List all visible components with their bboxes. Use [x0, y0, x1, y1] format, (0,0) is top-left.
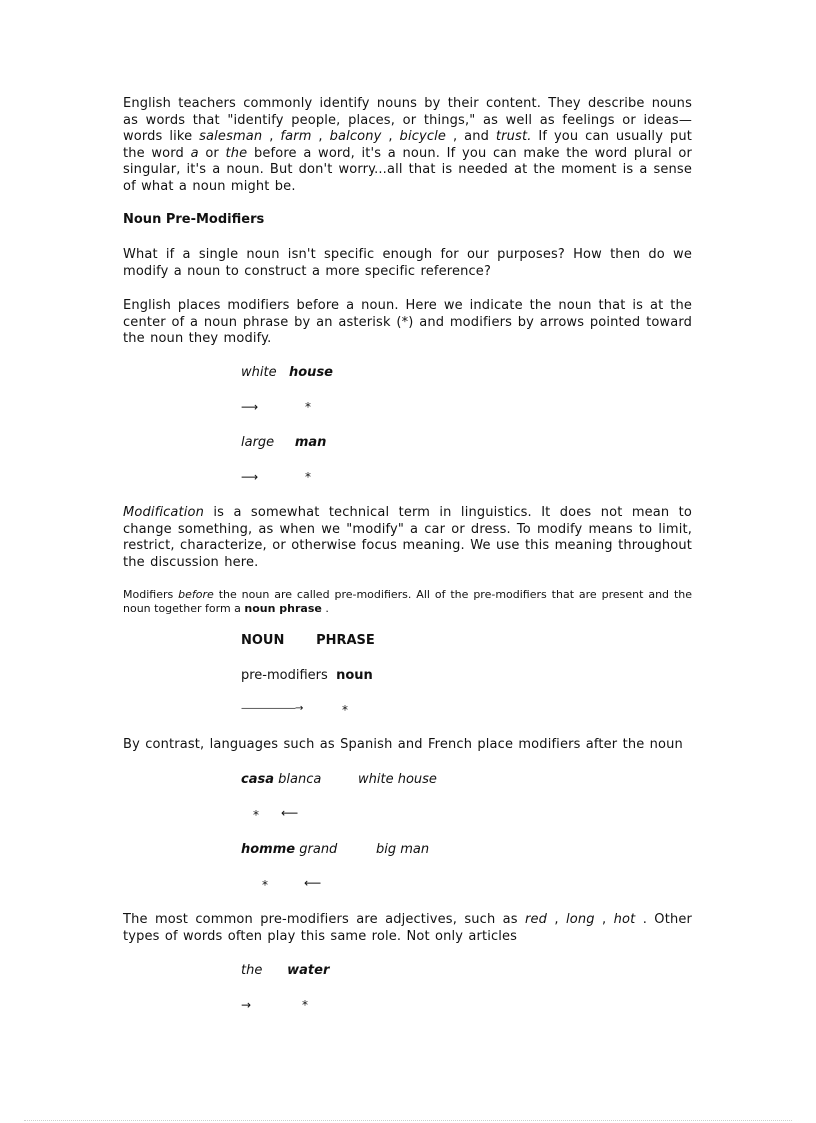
paragraph-contrast: By contrast, languages such as Spanish and French place modifiers after the noun — [123, 737, 683, 752]
example-word: salesman — [199, 129, 263, 144]
separator: , — [311, 129, 330, 144]
left-arrow-icon: ⟵ — [281, 806, 299, 820]
intro-text: or — [198, 145, 226, 161]
paragraph-text: the noun are called pre-modifiers. All of the pre-modifiers that are present and the noun together form a — [123, 588, 692, 615]
gloss-text: big man — [376, 842, 430, 857]
intro-text: before a word, it's a noun. If you can make the word plural or singular, it's a noun. But don't worry...all that is needed at the moment is a sense of what a noun might be. — [123, 145, 692, 194]
page-bottom-border — [24, 1120, 792, 1121]
gloss-text: white house — [358, 772, 437, 787]
intro-text: If you can usually put the word — [123, 129, 692, 161]
modifier-word: white — [241, 365, 277, 380]
noun-word: house — [289, 365, 333, 380]
right-arrow-icon: → — [241, 998, 252, 1012]
example-word: red — [525, 912, 548, 927]
example-word: long — [566, 912, 595, 927]
right-arrow-icon: ⟶ — [241, 400, 259, 414]
example-word: farm — [280, 129, 312, 144]
term-word: Modification — [123, 505, 205, 520]
right-arrow-icon: ⟶ — [241, 470, 259, 484]
gloss-big-man — [376, 842, 429, 857]
example-large-man — [241, 435, 326, 450]
asterisk-marker: * — [305, 400, 311, 414]
asterisk-marker: * — [302, 998, 308, 1012]
noun-label: noun — [336, 668, 373, 683]
long-right-arrow-icon: ——————→ — [241, 703, 303, 714]
paragraph-adjectives — [123, 912, 692, 945]
emphasis-word: before — [178, 588, 214, 601]
paragraph-text: The most common pre-modifiers are adjectives, such as — [123, 912, 526, 927]
modifier-word: the — [241, 963, 263, 978]
strong-term: noun phrase — [244, 602, 322, 615]
paragraph-text: . — [321, 602, 329, 615]
example-word: hot — [613, 912, 636, 927]
premodifiers-label: pre-modifiers — [241, 668, 328, 683]
paragraph-modification — [123, 505, 692, 571]
example-white-house — [241, 365, 333, 380]
example-the-water — [241, 963, 329, 978]
paragraph-text: Modifiers — [123, 588, 179, 601]
example-homme-grand — [241, 842, 337, 857]
example-word: bicycle — [399, 129, 447, 144]
gloss-white-house — [358, 772, 437, 787]
paragraph-premodifiers: English places modifiers before a noun. Here we indicate the noun that is at the center of a noun phrase by an asterisk (*) and modifiers by arrows pointed toward the noun they modify. — [123, 298, 692, 346]
intro-text: English teachers commonly identify nouns by their content. They describe nouns as words that "identify people, places, or things," as well as feelings or ideas—words like — [123, 96, 692, 144]
noun-word: homme — [241, 842, 296, 857]
example-casa-blanca — [241, 772, 321, 787]
noun-phrase-parts — [241, 668, 373, 683]
modifier-word: grand — [299, 842, 338, 857]
label-word: NOUN — [241, 633, 285, 648]
asterisk-marker: * — [305, 470, 311, 484]
paragraph-question: What if a single noun isn't specific enough for our purposes? How then do we modify a noun to construct a more specific reference? — [123, 247, 692, 279]
asterisk-marker: * — [262, 878, 268, 892]
separator: , — [381, 129, 400, 144]
asterisk-marker: * — [253, 808, 259, 822]
example-word: the — [225, 145, 248, 161]
separator: , — [262, 129, 281, 144]
separator: , and — [446, 129, 496, 144]
intro-paragraph — [123, 96, 692, 195]
separator: , — [547, 912, 567, 927]
section-heading: Noun Pre-Modifiers — [123, 212, 265, 227]
paragraph-text: . Other types of words often play this same role. Not only articles — [123, 912, 692, 944]
example-word: a — [190, 145, 199, 161]
label-word: PHRASE — [316, 633, 375, 648]
asterisk-marker: * — [342, 703, 348, 717]
paragraph-noun-phrase — [123, 588, 692, 616]
example-word: trust. — [495, 129, 532, 144]
noun-phrase-label — [241, 633, 375, 648]
left-arrow-icon: ⟵ — [304, 876, 322, 890]
example-word: balcony — [329, 129, 382, 144]
noun-word: casa — [241, 772, 274, 787]
noun-word: man — [294, 435, 327, 450]
modifier-word: blanca — [278, 772, 322, 787]
noun-word: water — [287, 963, 330, 978]
modifier-word: large — [241, 435, 275, 450]
paragraph-text: is a somewhat technical term in linguistics. It does not mean to change something, as when we "modify" a car or dress. To modify means to limit, restrict, characterize, or otherwise focus meaning. We use this meaning throughout the discussion here. — [123, 505, 692, 570]
separator: , — [594, 912, 614, 927]
